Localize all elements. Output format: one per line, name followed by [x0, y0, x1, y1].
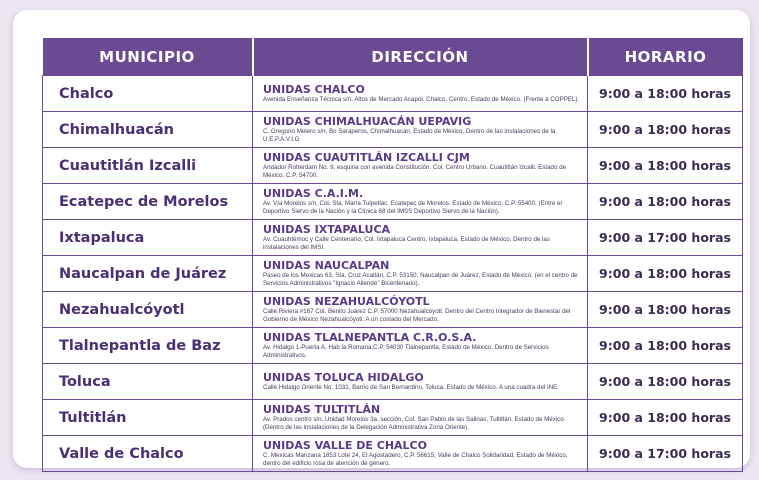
table-row [43, 112, 743, 148]
table-row [43, 292, 743, 328]
horario-cell: 9:00 a 17:00 horas [588, 436, 743, 472]
direccion-cell [253, 184, 588, 220]
direccion-cell [253, 436, 588, 472]
address-text: Calle Riviera #167 Col. Benito Juárez C.P. 57000 Nezahualcóyotl. Dentro del Centro Integrador de Bienestar del Gobierno de México Nezahualcóyotl. A un costado del Mercado. [263, 308, 571, 323]
municipio-cell: Ixtapaluca [43, 220, 253, 256]
municipio-cell: Chimalhuacán [43, 112, 253, 148]
horario-cell: 9:00 a 18:00 horas [588, 400, 743, 436]
unidad-name: UNIDAS VALLE DE CHALCO [263, 439, 427, 452]
table-row [43, 76, 743, 112]
address-text: Av. Cuauhtémoc y Calle Centenario, Col. Ixtapaluca Centro, Ixtapaluca, Estado de México. Dentro de las instalaciones del IMSI. [263, 236, 550, 251]
table-row [43, 256, 743, 292]
table-row [43, 184, 743, 220]
horario-cell: 9:00 a 18:00 horas [588, 292, 743, 328]
municipio-cell: Nezahualcóyotl [43, 292, 253, 328]
horario-cell: 9:00 a 18:00 horas [588, 112, 743, 148]
table-row [43, 328, 743, 364]
header-municipio: MUNICIPIO [43, 38, 253, 76]
address-text: Calle Hidalgo Oriente No. 1031, Barrio de San Bernardino, Toluca. Estado de México. A una cuadra del INE. [263, 383, 560, 391]
municipio-cell: Naucalpan de Juárez [43, 256, 253, 292]
unidad-name: UNIDAS NAUCALPAN [263, 259, 390, 272]
unidad-name: UNIDAS C.A.I.M. [263, 187, 364, 200]
municipio-cell: Toluca [43, 364, 253, 400]
direccion-cell [253, 328, 588, 364]
address-text: Andador Rotterdam No. 9, esquina con avenida Constitución. Col. Centro Urbano. Cuautitlán Izcalli. Estado de México. C.P. 54700. [263, 164, 567, 179]
unidad-name: UNIDAS TULTITLÁN [263, 403, 381, 416]
municipio-cell: Ecatepec de Morelos [43, 184, 253, 220]
table-row [43, 364, 743, 400]
horario-cell: 9:00 a 18:00 horas [588, 184, 743, 220]
address-text: C. Mexicas Manzana 1853 Lote 24, El Agostadero, C.P. 56615, Valle de Chalco Solidaridad, Estado de México, dentro del edificio rosa de atención de género. [263, 452, 568, 467]
direccion-cell [253, 292, 588, 328]
schedule-card [13, 10, 750, 468]
direccion-cell [253, 400, 588, 436]
address-text: Av. Hidalgo 1-Puerta A, Hab la Romana,C.P. 54030 Tlalnepantla, Estado de México. Dentro de Servicios Administrativos. [263, 344, 549, 359]
municipio-cell: Tultitlán [43, 400, 253, 436]
address-text: C. Gregorio Melero s/n, Bo Saraperos, Chimalhuacán, Estado de México. Dentro de las instalaciones de la U.E.P.A.V.I.G [263, 128, 556, 143]
horario-cell: 9:00 a 18:00 horas [588, 328, 743, 364]
horario-cell: 9:00 a 18:00 horas [588, 148, 743, 184]
unidad-name: UNIDAS NEZAHUALCÓYOTL [263, 295, 430, 308]
municipio-cell: Chalco [43, 76, 253, 112]
table-row [43, 220, 743, 256]
horario-cell: 9:00 a 17:00 horas [588, 220, 743, 256]
address-text: Avenida Enseñanza Técnica s/n. Altos de Mercado Acapol. Chalco, Centro. Estado de México. (Frente a COPPEL). [263, 95, 580, 103]
unidad-name: UNIDAS TLALNEPANTLA C.R.O.S.A. [263, 331, 477, 344]
horario-cell: 9:00 a 18:00 horas [588, 76, 743, 112]
direccion-cell [253, 112, 588, 148]
direccion-cell [253, 220, 588, 256]
direccion-cell [253, 148, 588, 184]
table-header-row [43, 38, 743, 76]
address-text: Av. Vía Morelos s/n, Col. Sta. María Tulpetlac. Ecatepec de Morelos. Estado de México. C.P. 55400. (Entre el Deportivo Siervo de la Nación y la Clínica 68 del IMSS Deportivo Siervo de la Nación). [263, 200, 562, 215]
horario-cell: 9:00 a 18:00 horas [588, 364, 743, 400]
horario-cell: 9:00 a 18:00 horas [588, 256, 743, 292]
municipio-cell: Valle de Chalco [43, 436, 253, 472]
unidad-name: UNIDAS CHIMALHUACÁN UEPAVIG [263, 115, 472, 128]
direccion-cell [253, 364, 588, 400]
table-row [43, 436, 743, 472]
direccion-cell [253, 76, 588, 112]
unidad-name: UNIDAS CHALCO [263, 82, 365, 96]
table-row [43, 400, 743, 436]
municipio-cell: Tlalnepantla de Baz [43, 328, 253, 364]
unidad-name: UNIDAS IXTAPALUCA [263, 223, 391, 236]
header-direccion: DIRECCIÓN [253, 38, 588, 76]
table-row [43, 148, 743, 184]
address-text: Paseo de los Mexicas 63, Sta. Cruz Acatlán, C.P. 53150, Naucalpan de Juárez, Estado de México. (en el centro de Servicios Administrativos "Ignacio Allende" Bicentenario). [263, 272, 578, 287]
address-text: Av. Prados centro s/n. Unidad Morelos 3a. sección, Col. San Pablo de las Salinas, Tultitlán. Estado de México. (Dentro de las instalaciones de la Delegación Administrativa Zona Oriente). [263, 416, 566, 431]
municipio-cell: Cuautitlán Izcalli [43, 148, 253, 184]
unidad-name: UNIDAS CUAUTITLÁN IZCALLI CJM [263, 151, 470, 164]
unidad-name: UNIDAS TOLUCA HIDALGO [263, 370, 424, 384]
header-horario: HORARIO [588, 38, 743, 76]
direccion-cell [253, 256, 588, 292]
units-table [42, 38, 743, 472]
